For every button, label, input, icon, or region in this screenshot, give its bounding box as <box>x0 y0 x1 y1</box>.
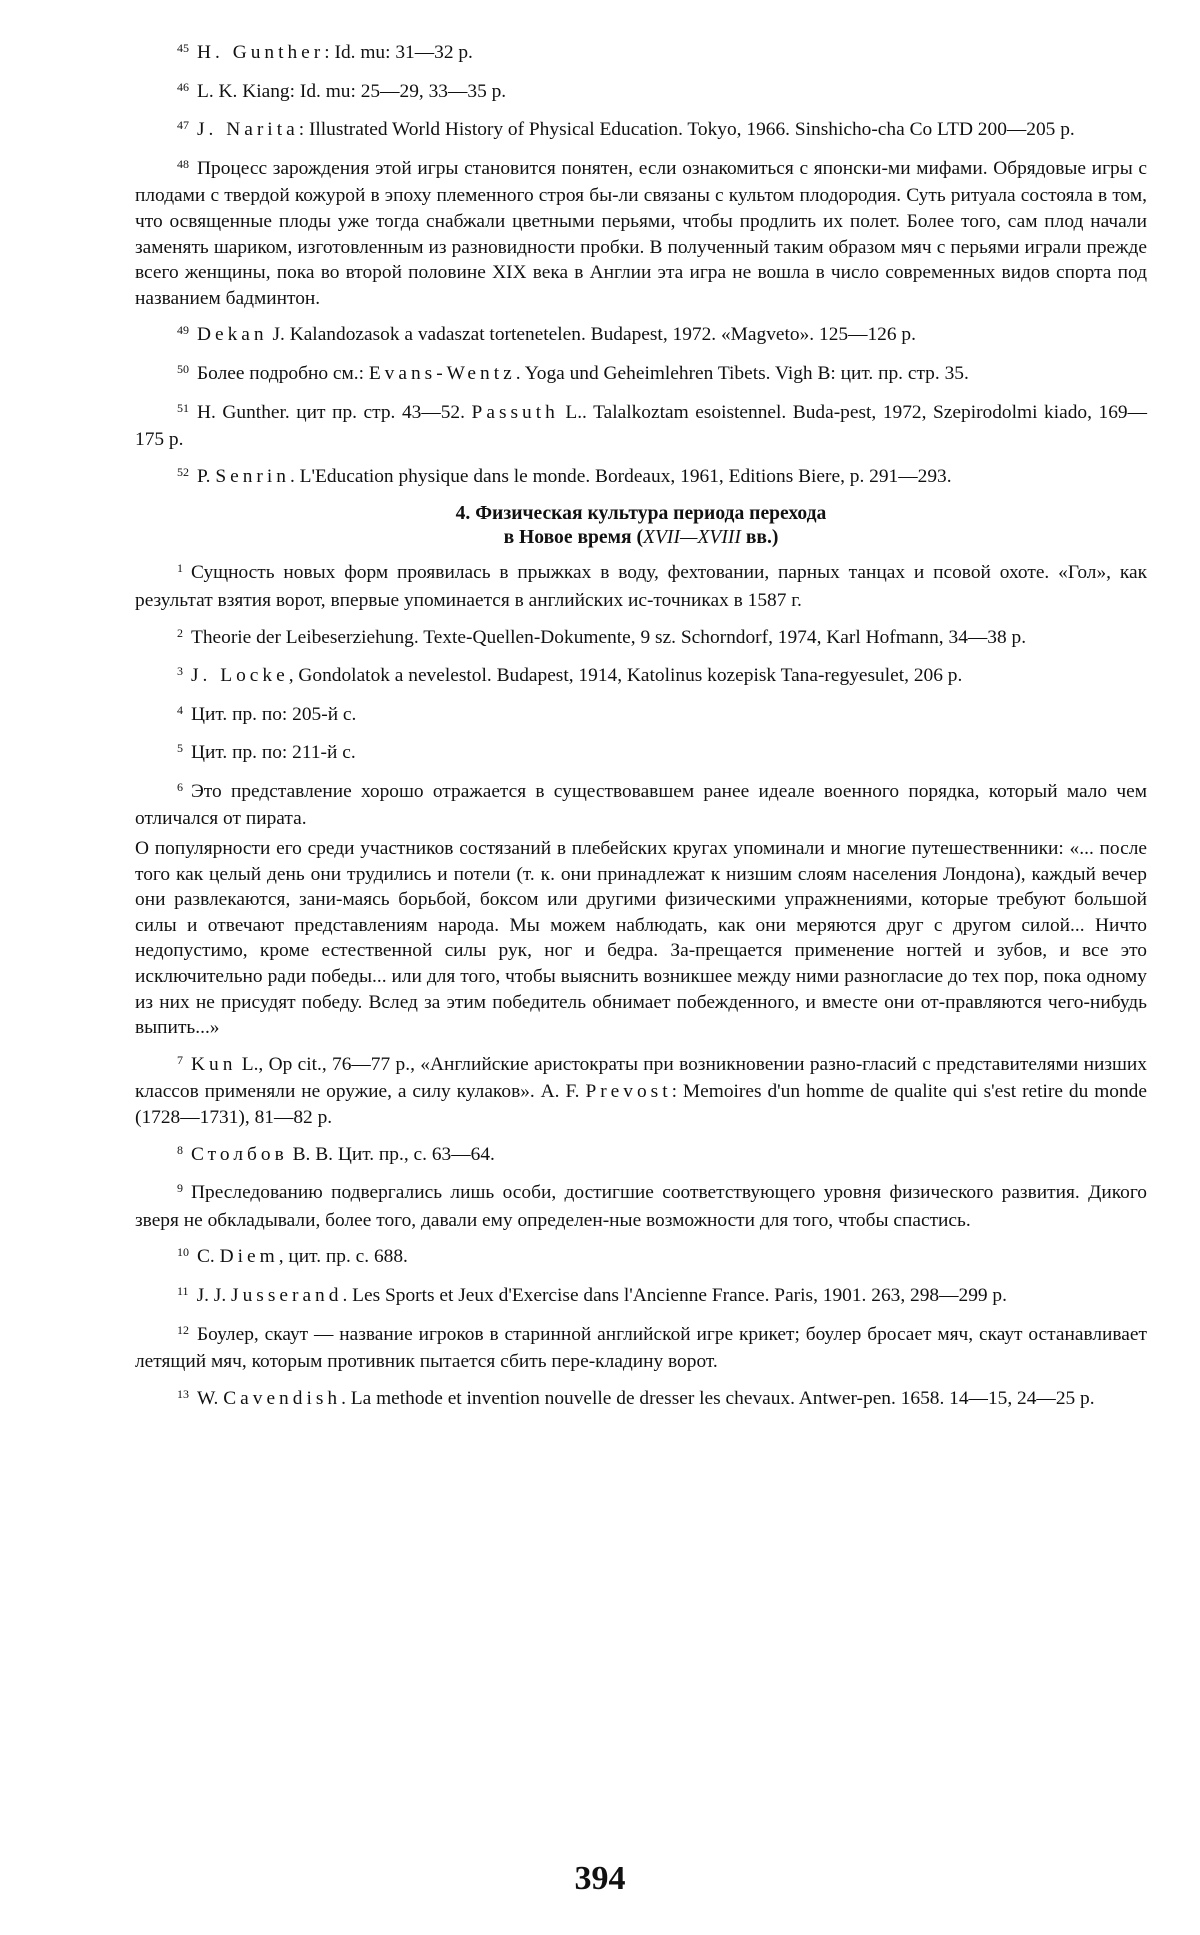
footnote-text: : Memoires d'un homme de qualite qui s'est retire du monde (1728—1731), 81—82 p. <box>135 1081 1147 1128</box>
footnote-number: 11 <box>177 1283 189 1298</box>
footnote-text: В. В. Цит. пр., с. 63—64. <box>287 1143 495 1165</box>
footnote <box>135 1052 1147 1131</box>
footnote-number: 2 <box>177 625 183 640</box>
footnote-text: Цит. пр. по: 205-й с. <box>191 703 357 725</box>
footnote <box>135 1322 1147 1375</box>
footnote-number: 5 <box>177 741 183 756</box>
footnote-number: 1 <box>177 561 183 576</box>
footnote-text: . Yoga und Geheimlehren Tibets. Vigh B: цит. пр. стр. 35. <box>515 362 969 384</box>
heading-line-1: 4. Физическая культура периода перехода <box>455 503 827 525</box>
footnote-author: Cavendish <box>223 1387 342 1409</box>
footnote-author: Prevost <box>585 1081 672 1103</box>
footnote-text: C. <box>197 1246 220 1268</box>
footnote-text: L., Op cit., 76—77 p., «Английские аристократы при возникновении разно-гласий с представителями низших классов применяли не оружие, а силу кулаков». A. F. <box>135 1053 1147 1103</box>
footnote-number: 52 <box>177 464 189 479</box>
footnote <box>135 400 1147 453</box>
footnote-text: J. J. <box>196 1284 232 1306</box>
footnote <box>135 361 1147 389</box>
footnote-number: 45 <box>177 41 189 55</box>
heading-line-2: в Новое время ( <box>503 527 643 549</box>
footnote-text: : Id. mu: 31—32 p. <box>324 42 473 63</box>
footnote-number: 12 <box>177 1322 189 1337</box>
footnote-text: J. Kalandozasok a vadaszat tortenetelen. Budapest, 1972. «Magveto». 125—126 p. <box>267 324 916 346</box>
footnote <box>135 663 1147 691</box>
footnote <box>135 117 1147 145</box>
footnote-text: L.. Talalkoztam esoistennel. Buda-pest, 1972, Szepirodolmi kiado, 169—175 p. <box>135 401 1147 451</box>
footnote-number: 9 <box>177 1181 183 1196</box>
footnotes-column <box>135 40 1147 1424</box>
footnote <box>135 625 1147 653</box>
footnote-author: Passuth <box>471 401 559 423</box>
footnote-author: Senrin <box>215 465 290 487</box>
footnote <box>135 40 1147 68</box>
footnote-author: Diem <box>219 1246 279 1268</box>
footnote-text: О популярности его среди участников состязаний в плебейских кругах упоминали и многие путешественники: «... после того как целый день они трудились и потели (т. к. они принадлежат к низшим слоям населения Лондона), каждый вечер они развлекаются, зани-маясь борьбой, боксом или другими физическими упражнениями, которые требуют большой силы и отвечают представлениям народа. Мы можем наблюдать, как они меряются друг с другом силой... Ничто недопустимо, кроме естественной силы рук, ног и бедра. За-прещается применение ногтей и зубов, и все это исключительно ради победы... или для того, чтобы выяснить возникшее между ними разногласие до тех пор, пока одному из них не присудят победу. Вслед за этим победитель обнимает побежденного, и вместе они от-правляются чего-нибудь выпить...» <box>135 838 1147 1039</box>
footnote-number: 8 <box>177 1142 183 1157</box>
footnote-text: Цит. пр. по: 211-й с. <box>191 742 356 764</box>
footnote-text: Более подробно см.: <box>197 362 369 384</box>
footnote-author: H. Gunther <box>197 42 325 63</box>
footnote-number: 49 <box>177 323 189 338</box>
footnote-text: Сущность новых форм проявилась в прыжках в воду, фехтовании, парных танцах и псовой охоте. «Гол», как результат взятия ворот, впервые упоминается в английских ис-точниках в 1587 г. <box>135 562 1147 611</box>
footnote-text: . La methode et invention nouvelle de dresser les chevaux. Antwer-pen. 1658. 14—15, 24—25 p. <box>341 1387 1095 1409</box>
footnote-text: H. Gunther. цит пр. стр. 43—52. <box>197 401 472 423</box>
footnote-text: P. <box>197 465 216 487</box>
footnote-text: Theorie der Leibeserziehung. Texte-Quellen-Dokumente, 9 sz. Schorndorf, 1974, Karl Hofmann, 34—38 p. <box>191 626 1027 648</box>
footnote-number: 13 <box>177 1386 189 1401</box>
section-heading <box>135 502 1147 550</box>
footnote-author: J. Narita <box>197 119 299 141</box>
heading-italic: XVII—XVIII <box>643 527 741 549</box>
footnote-author: Dekan <box>197 324 268 346</box>
footnote-text: . Les Sports et Jeux d'Exercise dans l'Ancienne France. Paris, 1901. 263, 298—299 p. <box>342 1284 1007 1306</box>
footnote-text: , цит. пр. с. 688. <box>278 1246 408 1268</box>
footnote <box>135 1283 1147 1311</box>
footnote <box>135 560 1147 613</box>
footnote <box>135 779 1147 832</box>
notes-top-section <box>135 40 1147 491</box>
footnote-number: 7 <box>177 1052 183 1067</box>
footnote <box>135 702 1147 730</box>
footnote <box>135 836 1147 1041</box>
footnote-text: : Illustrated World History of Physical Education. Tokyo, 1966. Sinshicho-cha Co LTD 200—205 p. <box>298 119 1075 141</box>
footnote-text: Боулер, скаут — название игроков в старинной английской игре крикет; боулер бросает мяч, скаут останавливает летящий мяч, которым противник пытается сбить пере-кладину ворот. <box>135 1323 1147 1373</box>
footnote <box>135 1244 1147 1272</box>
page-number: 394 <box>574 1860 626 1897</box>
footnote <box>135 156 1147 312</box>
footnote <box>135 1180 1147 1233</box>
footnote-author: Evans-Wentz <box>368 362 516 384</box>
footnote-text: L. K. Kiang: Id. mu: 25—29, 33—35 p. <box>197 80 507 102</box>
footnote <box>135 1142 1147 1170</box>
footnote <box>135 464 1147 492</box>
heading-line-2-end: вв.) <box>740 527 779 549</box>
footnote-text: Преследованию подвергались лишь особи, достигшие соответствующего уровня физического развития. Дикого зверя не обкладывали, более того, давали ему определен-ные возможности для того, чтобы спастись. <box>135 1182 1147 1231</box>
footnote-text: W. <box>197 1387 224 1409</box>
footnote-text: , Gondolatok a nevelestol. Budapest, 1914, Katolinus kozepisk Tana-regyesulet, 206 p. <box>288 665 963 687</box>
footnote-number: 48 <box>177 156 189 171</box>
footnote <box>135 322 1147 350</box>
footnote-number: 3 <box>177 664 183 679</box>
footnote-author: J. Locke <box>191 665 289 687</box>
footnote-author: Jusserand <box>231 1284 343 1306</box>
footnote-text: Процесс зарождения этой игры становится понятен, если ознакомиться с японски-ми мифами. Обрядовые игры с плодами с твердой кожурой в эпоху племенного строя бы-ли связаны с культом плодородия. Суть ритуала состояла в том, что освященные плоды уже тогда снабжали цветными перьями, чтобы продлить их полет. Более того, сам плод начали заменять шариком, изготовленным из разновидности пробки. В полученный таким образом мяч с перьями играли прежде всего женщины, пока во второй половине XIX века в Англии эта игра не вошла в число современных видов спорта под названием бадминтон. <box>135 157 1147 309</box>
footnote-number: 6 <box>177 779 183 794</box>
footnote <box>135 1386 1147 1414</box>
footnote <box>135 79 1147 107</box>
footnote-number: 46 <box>177 79 189 94</box>
footnote-number: 4 <box>177 702 183 717</box>
footnote-number: 50 <box>177 361 189 376</box>
footnote-author: Kun <box>191 1053 237 1075</box>
footnote-text: Это представление хорошо отражается в существовавшем ранее идеале военного порядка, который мало чем отличался от пирата. <box>135 780 1147 830</box>
footnote-number: 10 <box>177 1245 189 1260</box>
footnote-text: . L'Education physique dans le monde. Bordeaux, 1961, Editions Biere, p. 291—293. <box>289 465 952 487</box>
notes-bottom-section <box>135 560 1147 1413</box>
footnote-author: Столбов <box>191 1143 288 1165</box>
footnote <box>135 740 1147 768</box>
footnote-number: 47 <box>177 118 189 133</box>
footnote-number: 51 <box>177 400 189 415</box>
